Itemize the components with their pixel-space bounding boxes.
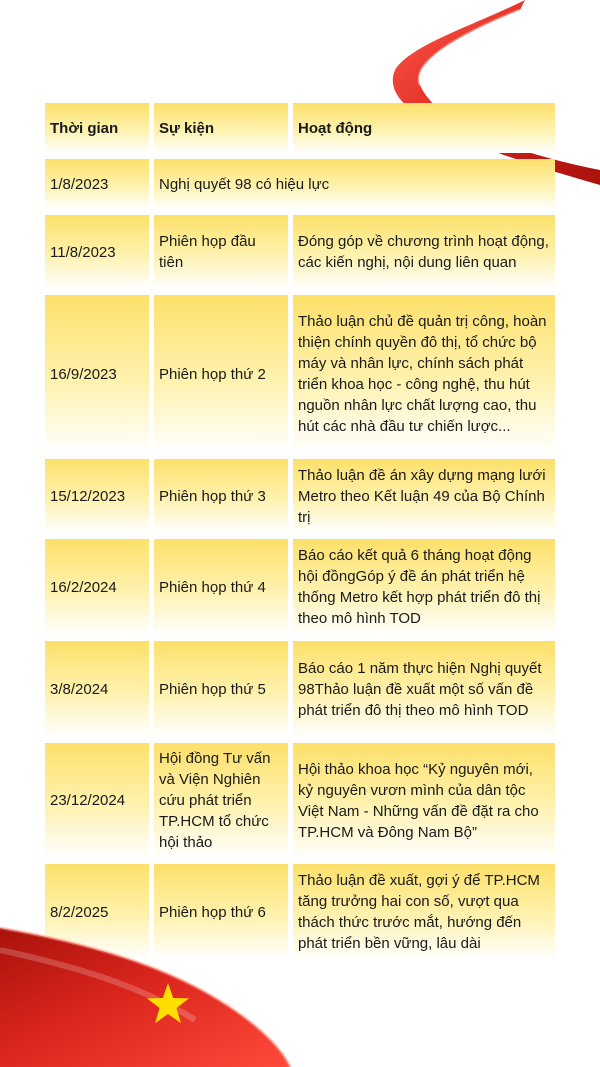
cell-time: 16/2/2024 — [45, 539, 149, 635]
table-row — [45, 295, 555, 453]
cell-event: Phiên họp thứ 4 — [154, 539, 288, 635]
cell-event: Phiên họp thứ 3 — [154, 459, 288, 533]
cell-activity: Hội thảo khoa học “Kỷ nguyên mới, kỷ nguyên vươn mình của dân tộc Việt Nam - Những vấn đề đặt ra cho TP.HCM và Đông Nam Bộ” — [293, 743, 555, 858]
table-row — [45, 641, 555, 737]
cell-activity: Thảo luận đề án xây dựng mạng lưới Metro theo Kết luận 49 của Bộ Chính trị — [293, 459, 555, 533]
cell-event: Phiên họp đầu tiên — [154, 215, 288, 289]
cell-time: 15/12/2023 — [45, 459, 149, 533]
cell-event: Nghị quyết 98 có hiệu lực — [154, 159, 555, 209]
table-row — [45, 459, 555, 533]
cell-event: Phiên họp thứ 6 — [154, 864, 288, 960]
cell-activity: Thảo luận đề xuất, gợi ý để TP.HCM tăng trưởng hai con số, vượt qua thách thức trước mắt, hướng đến phát triển bền vững, lâu dài — [293, 864, 555, 960]
cell-event: Phiên họp thứ 5 — [154, 641, 288, 737]
cell-activity: Đóng góp về chương trình hoạt động, các kiến nghị, nội dung liên quan — [293, 215, 555, 289]
table-row — [45, 215, 555, 289]
cell-event: Phiên họp thứ 2 — [154, 295, 288, 453]
cell-time: 11/8/2023 — [45, 215, 149, 289]
cell-activity: Báo cáo 1 năm thực hiện Nghị quyết 98Thảo luận đề xuất một số vấn đề phát triển đô thị theo mô hình TOD — [293, 641, 555, 737]
header-time: Thời gian — [45, 103, 149, 153]
cell-time: 3/8/2024 — [45, 641, 149, 737]
table-row — [45, 159, 555, 209]
timeline-table — [45, 103, 555, 966]
cell-time: 23/12/2024 — [45, 743, 149, 858]
table-row — [45, 539, 555, 635]
cell-time: 16/9/2023 — [45, 295, 149, 453]
cell-time: 1/8/2023 — [45, 159, 149, 209]
cell-event: Hội đồng Tư vấn và Viện Nghiên cứu phát triển TP.HCM tổ chức hội thảo — [154, 743, 288, 858]
header-event: Sự kiện — [154, 103, 288, 153]
table-header — [45, 103, 555, 153]
cell-activity: Thảo luận chủ đề quản trị công, hoàn thiện chính quyền đô thị, tổ chức bộ máy và nhân lực, chính sách phát triển khoa học - công nghệ, thu hút nguồn nhân lực chất lượng cao, thu hút các nhà đầu tư chiến lược... — [293, 295, 555, 453]
table-row — [45, 743, 555, 858]
cell-activity: Báo cáo kết quả 6 tháng hoạt động hội đồngGóp ý đề án phát triển hệ thống Metro kết hợp phát triển đô thị theo mô hình TOD — [293, 539, 555, 635]
header-activity: Hoạt động — [293, 103, 555, 153]
flag-ribbon-bottom — [0, 920, 300, 1067]
cell-time: 8/2/2025 — [45, 864, 149, 960]
